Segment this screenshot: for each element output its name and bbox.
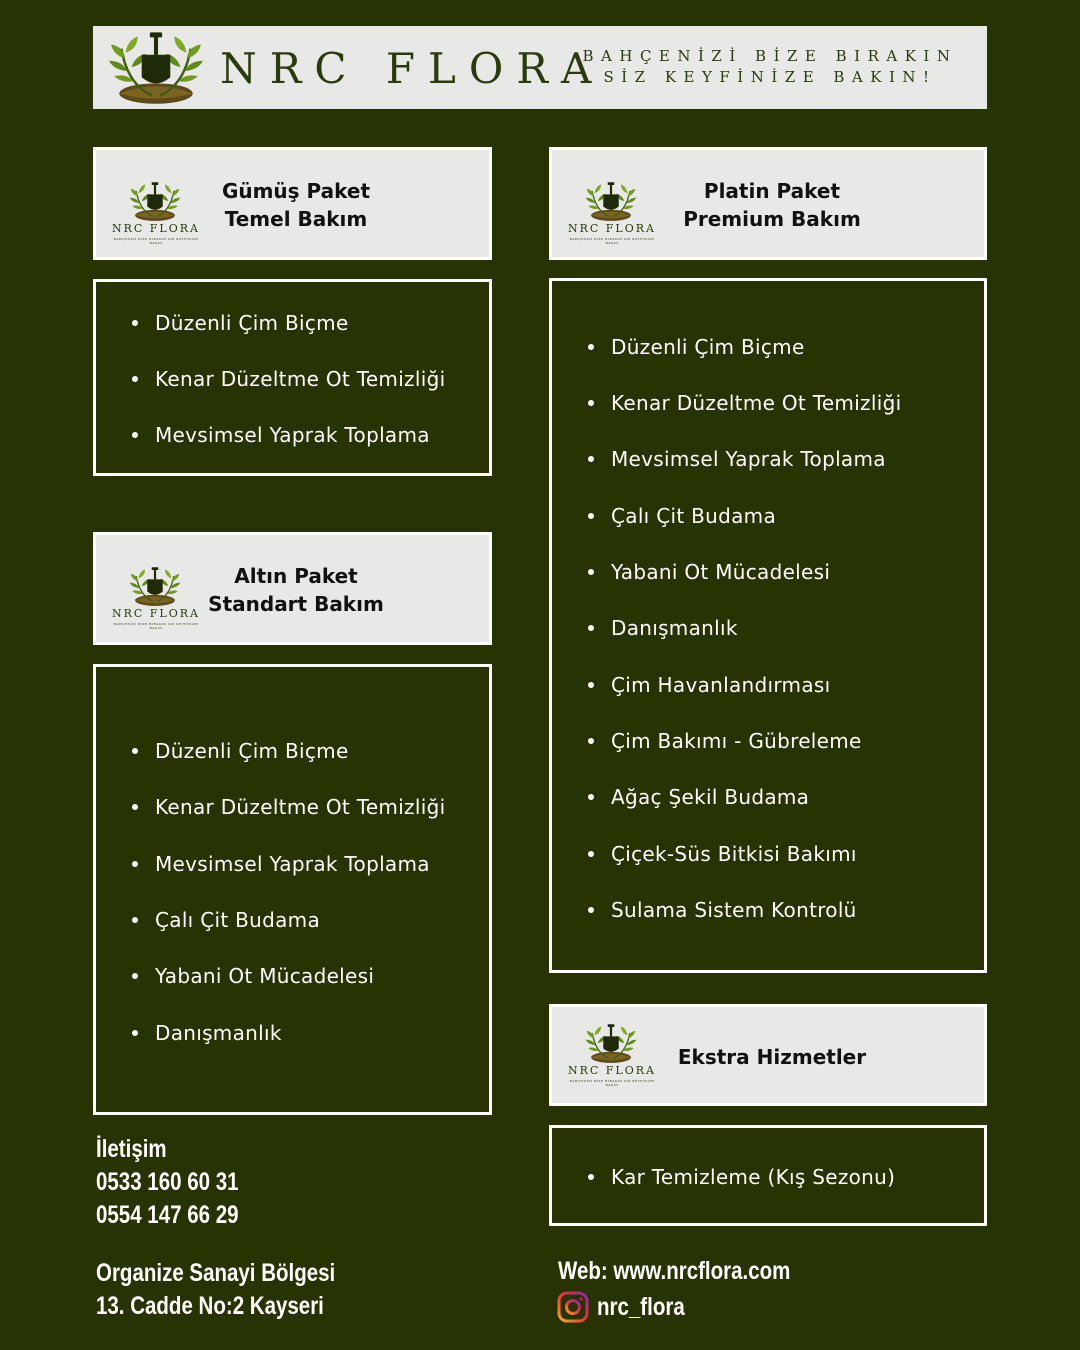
list-item: Çalı Çit Budama (611, 504, 776, 528)
package-subtitle: Premium Bakım (683, 207, 861, 231)
slogan (560, 46, 980, 88)
list-item: Düzenli Çim Biçme (611, 335, 805, 359)
package-header-ekstra (549, 1004, 987, 1106)
package-header-platin (549, 147, 987, 260)
package-list-ekstra (549, 1125, 987, 1226)
package-logo-icon (566, 180, 656, 222)
package-name: Platin Paket (703, 179, 841, 203)
list-item: Kenar Düzeltme Ot Temizliği (155, 795, 446, 819)
package-title (196, 562, 396, 618)
package-logo-icon (110, 180, 200, 222)
list-item: Mevsimsel Yaprak Toplama (155, 852, 430, 876)
package-title (662, 177, 882, 233)
website-link[interactable]: Web: www.nrcflora.com (558, 1257, 791, 1285)
package-logo-slogan: BAHÇENİZİ BİZE BIRAKIN SİZ KEYFİNİZE BAKIN (569, 1079, 655, 1087)
list-item: Düzenli Çim Biçme (155, 311, 349, 335)
list-item: Kar Temizleme (Kış Sezonu) (611, 1165, 896, 1189)
package-name: Gümüş Paket (221, 179, 371, 203)
package-subtitle: Standart Bakım (208, 592, 384, 616)
package-list-gumus (93, 279, 492, 476)
list-item: Mevsimsel Yaprak Toplama (155, 423, 430, 447)
list-item: Mevsimsel Yaprak Toplama (611, 447, 886, 471)
slogan-line-1: BAHÇENİZİ BİZE BIRAKIN (582, 47, 958, 65)
list-item: Sulama Sistem Kontrolü (611, 898, 857, 922)
package-logo-brand: NRC FLORA (111, 222, 200, 235)
package-title (196, 177, 396, 233)
package-title: Ekstra Hizmetler (677, 1045, 867, 1069)
package-header-gumus (93, 147, 492, 260)
list-item: Çim Havanlandırması (611, 673, 831, 697)
brand-logo-icon (105, 28, 207, 106)
list-item: Kenar Düzeltme Ot Temizliği (611, 391, 902, 415)
package-logo-icon (566, 1022, 656, 1064)
brand-name: NRC FLORA (220, 44, 605, 93)
package-subtitle: Temel Bakım (224, 207, 368, 231)
package-list-altin (93, 664, 492, 1115)
list-item: Çiçek-Süs Bitkisi Bakımı (611, 842, 857, 866)
package-header-altin (93, 532, 492, 645)
instagram-icon[interactable] (557, 1291, 589, 1323)
package-logo-brand: NRC FLORA (567, 222, 656, 235)
list-item: Danışmanlık (155, 1021, 282, 1045)
package-logo-icon (110, 565, 200, 607)
package-logo-slogan: BAHÇENİZİ BİZE BIRAKIN SİZ KEYFİNİZE BAKIN (113, 622, 199, 630)
package-logo-slogan: BAHÇENİZİ BİZE BIRAKIN SİZ KEYFİNİZE BAKIN (113, 237, 199, 245)
address-line-1: Organize Sanayi Bölgesi (96, 1259, 336, 1287)
address-block (96, 1257, 335, 1323)
address-line-2: 13. Cadde No:2 Kayseri (96, 1292, 324, 1320)
instagram-handle[interactable]: nrc_flora (597, 1293, 685, 1321)
phone-2[interactable]: 0554 147 66 29 (96, 1201, 239, 1229)
package-logo-slogan: BAHÇENİZİ BİZE BIRAKIN SİZ KEYFİNİZE BAKIN (569, 237, 655, 245)
contact-heading: İletişim (96, 1135, 167, 1163)
phone-1[interactable]: 0533 160 60 31 (96, 1168, 239, 1196)
list-item: Yabani Ot Mücadelesi (155, 964, 375, 988)
package-list-platin (549, 278, 987, 973)
package-logo-brand: NRC FLORA (567, 1064, 656, 1077)
list-item: Çalı Çit Budama (155, 908, 320, 932)
package-name: Altın Paket (234, 564, 358, 588)
list-item: Ağaç Şekil Budama (611, 785, 810, 809)
contact-block (96, 1133, 239, 1232)
package-logo-brand: NRC FLORA (111, 607, 200, 620)
list-item: Yabani Ot Mücadelesi (611, 560, 831, 584)
list-item: Danışmanlık (611, 616, 738, 640)
slogan-line-2: SİZ KEYFİNİZE BAKIN! (603, 68, 937, 86)
list-item: Kenar Düzeltme Ot Temizliği (155, 367, 446, 391)
list-item: Çim Bakımı - Gübreleme (611, 729, 862, 753)
list-item: Düzenli Çim Biçme (155, 739, 349, 763)
